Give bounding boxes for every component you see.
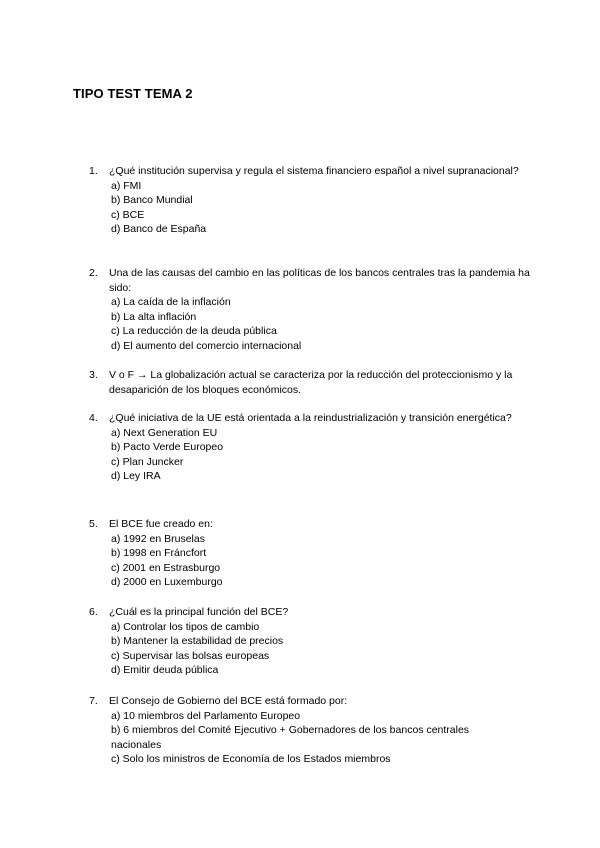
question-6 [89, 605, 539, 678]
question-1 [89, 164, 539, 237]
question-2 [89, 266, 539, 354]
question-number: 6. [89, 606, 98, 618]
question-text: Una de las causas del cambio en las políticas de los bancos centrales tras la pandemia ha sido: [109, 267, 530, 294]
option-b: b) La alta inflación [111, 310, 197, 323]
option-b: b) Banco Mundial [111, 194, 193, 207]
option-d: d) Banco de España [111, 223, 207, 236]
question-number: 4. [89, 412, 98, 424]
question-text: ¿Cuál es la principal función del BCE? [109, 606, 289, 618]
option-d: d) Ley IRA [111, 470, 161, 483]
question-number: 7. [89, 695, 98, 707]
option-c: c) La reducción de la deuda pública [111, 325, 277, 338]
question-number: 2. [89, 267, 98, 279]
question-7 [89, 694, 539, 767]
option-a: a) FMI [111, 179, 142, 192]
option-b: b) 6 miembros del Comité Ejecutivo + Gobernadores de los bancos centrales nacionales [111, 724, 470, 751]
question-number: 1. [89, 165, 98, 177]
option-b: b) Mantener la estabilidad de precios [111, 635, 284, 648]
question-5 [89, 517, 539, 590]
question-text: V o F → La globalización actual se caracteriza por la reducción del proteccionismo y la desaparición de los bloques económicos. [109, 369, 513, 396]
option-a: a) 10 miembros del Parlamento Europeo [111, 709, 301, 722]
question-number: 5. [89, 518, 98, 530]
question-text: ¿Qué iniciativa de la UE está orientada a la reindustrialización y transición energética? [109, 412, 512, 424]
option-c: c) Plan Juncker [111, 455, 184, 468]
option-a: a) Controlar los tipos de cambio [111, 620, 260, 633]
question-text: ¿Qué institución supervisa y regula el sistema financiero español a nivel supranacional? [109, 165, 519, 177]
option-c: c) Supervisar las bolsas europeas [111, 649, 270, 662]
option-c: c) BCE [111, 208, 145, 221]
question-number: 3. [89, 369, 98, 381]
question-text: El Consejo de Gobierno del BCE está formado por: [109, 695, 348, 707]
option-a: a) Next Generation EU [111, 426, 218, 439]
option-a: a) 1992 en Bruselas [111, 532, 205, 545]
question-4 [89, 411, 539, 484]
option-d: d) 2000 en Luxemburgo [111, 576, 223, 589]
question-text: El BCE fue creado en: [109, 518, 213, 530]
option-b: b) Pacto Verde Europeo [111, 441, 224, 454]
option-d: d) Emitir deuda pública [111, 664, 219, 677]
option-b: b) 1998 en Fráncfort [111, 547, 207, 560]
option-c: c) Solo los ministros de Economía de los Estados miembros [111, 753, 391, 766]
option-c: c) 2001 en Estrasburgo [111, 561, 221, 574]
option-a: a) La caída de la inflación [111, 296, 231, 309]
page-title: TIPO TEST TEMA 2 [73, 86, 193, 101]
question-3 [89, 368, 539, 397]
option-d: d) El aumento del comercio internacional [111, 339, 302, 352]
